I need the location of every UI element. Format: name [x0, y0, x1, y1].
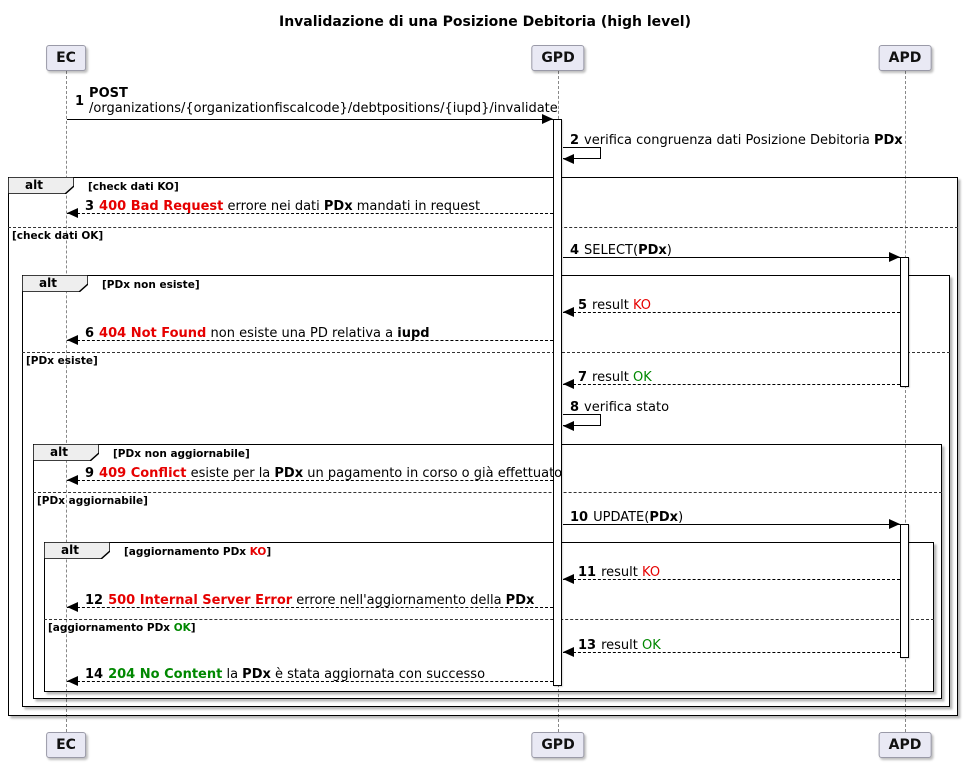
arrowhead-left-icon	[563, 379, 574, 389]
participant-apd-top: APD	[879, 45, 932, 71]
alt-operator-label: alt	[25, 178, 43, 192]
arrowhead-right-icon	[889, 252, 900, 262]
alt-operator-label: alt	[39, 276, 57, 290]
divider-pdx-aggiornabile	[33, 492, 942, 493]
divider-pdx-esiste	[22, 352, 950, 353]
alt-operator-tab-3	[33, 444, 99, 461]
message-1-arrow	[67, 119, 553, 120]
activation-apd-1	[900, 257, 909, 387]
else-check-dati-ok: [check dati OK]	[12, 230, 104, 242]
arrowhead-right-icon	[889, 519, 900, 529]
arrowhead-left-icon	[67, 335, 78, 345]
message-14-label: 14 204 No Content la PDx è stata aggiornata con successo	[85, 667, 486, 682]
arrowhead-left-icon	[67, 475, 78, 485]
guard-check-dati-ko: [check dati KO]	[88, 181, 179, 193]
participant-ec-top: EC	[46, 45, 86, 71]
else-aggiornamento-pdx-ok: [aggiornamento PDx OK]	[48, 622, 196, 634]
message-2-label: 2 verifica congruenza dati Posizione Debitoria PDx	[570, 133, 903, 148]
message-8-label: 8 verifica stato	[570, 400, 670, 415]
message-10-label: 10 UPDATE(PDx)	[570, 510, 684, 525]
activation-apd-2	[900, 524, 909, 658]
participant-gpd-top: GPD	[531, 45, 584, 71]
guard-pdx-non-aggiornabile: [PDx non aggiornabile]	[113, 448, 250, 460]
else-pdx-aggiornabile: [PDx aggiornabile]	[37, 495, 148, 507]
arrowhead-left-icon	[563, 647, 574, 657]
arrowhead-right-icon	[542, 114, 553, 124]
message-11-label: 11 result KO	[578, 565, 661, 580]
alt-operator-tab-4	[44, 542, 110, 559]
alt-operator-label: alt	[61, 543, 79, 557]
message-5-label: 5 result KO	[578, 298, 652, 313]
alt-operator-tab-2	[22, 275, 88, 292]
arrowhead-left-icon	[563, 307, 574, 317]
divider-aggiornamento-pdx-ok	[44, 619, 934, 620]
participant-apd-bottom: APD	[879, 732, 932, 758]
diagram-title: Invalidazione di una Posizione Debitoria (high level)	[279, 14, 691, 30]
message-13-label: 13 result OK	[578, 638, 661, 653]
activation-gpd	[553, 119, 562, 686]
message-7-label: 7 result OK	[578, 370, 652, 385]
message-4-label: 4 SELECT(PDx)	[570, 243, 672, 258]
participant-gpd-bottom: GPD	[531, 732, 584, 758]
message-6-label: 6 404 Not Found non esiste una PD relativa a iupd	[85, 326, 430, 341]
message-9-label: 9 409 Conflict esiste per la PDx un pagamento in corso o già effettuato	[85, 466, 563, 481]
arrowhead-left-icon	[67, 676, 78, 686]
guard-aggiornamento-pdx-ko: [aggiornamento PDx KO]	[124, 546, 272, 558]
alt-operator-tab-1	[8, 177, 74, 194]
message-12-label: 12 500 Internal Server Error errore nell'aggiornamento della PDx	[85, 593, 535, 608]
arrowhead-left-icon	[563, 154, 574, 164]
alt-operator-label: alt	[50, 445, 68, 459]
arrowhead-left-icon	[67, 208, 78, 218]
message-3-label: 3 400 Bad Request errore nei dati PDx mandati in request	[85, 199, 481, 214]
guard-pdx-non-esiste: [PDx non esiste]	[102, 279, 200, 291]
else-pdx-esiste: [PDx esiste]	[26, 355, 98, 367]
participant-ec-bottom: EC	[46, 732, 86, 758]
message-1-label: 1 POST /organizations/{organizationfiscalcode}/debtpositions/{iupd}/invalidate	[75, 86, 558, 116]
arrowhead-left-icon	[563, 574, 574, 584]
divider-check-dati-ok	[8, 227, 958, 228]
arrowhead-left-icon	[563, 421, 574, 431]
arrowhead-left-icon	[67, 602, 78, 612]
